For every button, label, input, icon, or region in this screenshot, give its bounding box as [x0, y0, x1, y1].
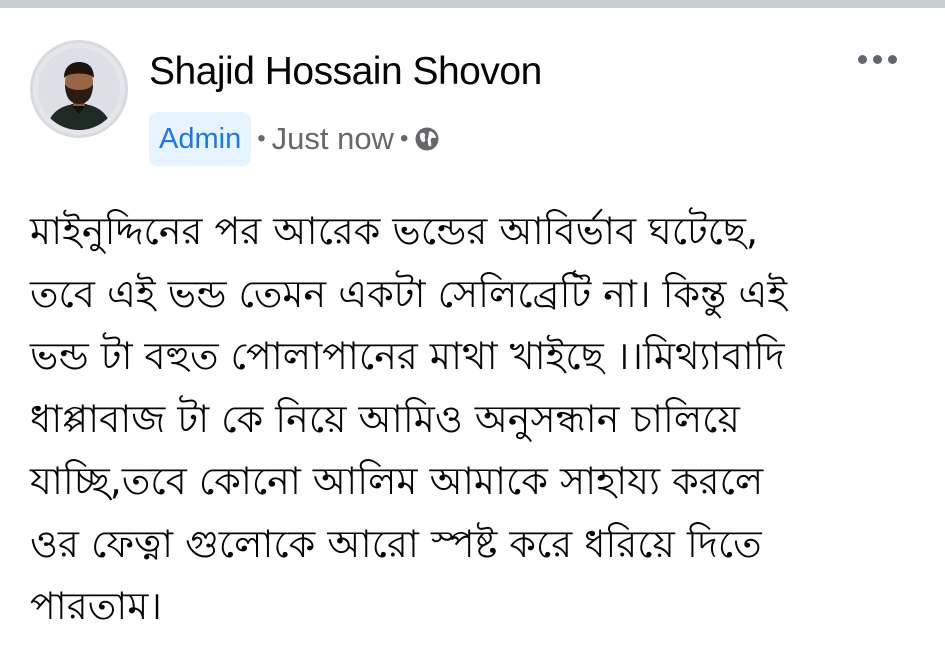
meta-separator: • [257, 125, 266, 152]
post-line: যাচ্ছি,তবে কোনো আলিম আমাকে সাহায্য করলে [30, 459, 764, 503]
top-divider [0, 0, 945, 8]
meta-separator: • [399, 125, 409, 152]
avatar-photo [38, 48, 120, 130]
post-line: ধাপ্পাবাজ টা কে নিয়ে আমিও অনুসন্ধান চালিয়ে [30, 396, 740, 441]
post-meta [149, 111, 440, 167]
more-dot [873, 55, 882, 64]
post-line: ওর ফেত্না গুলোকে আরো স্পষ্ট করে ধরিয়ে দিতে [30, 521, 762, 566]
role-badge[interactable]: Admin [149, 112, 251, 166]
more-dot [858, 55, 867, 64]
globe-icon[interactable] [414, 126, 440, 152]
post-line: ভন্ড টা বহুত পোলাপানের মাথা খাইছে ।।মিথ্যাবাদি [30, 334, 785, 378]
more-dot [888, 55, 897, 64]
post-line: তবে এই ভন্ড তেমন একটা সেলিব্রেটি না। কিন্তু এই [30, 271, 788, 316]
author-avatar[interactable] [30, 40, 128, 138]
post-line: মাইনুদ্দিনের পর আরেক ভন্ডের আবির্ভাব ঘটেছে, [30, 209, 759, 253]
post-body [30, 200, 930, 638]
more-options-icon[interactable] [852, 46, 902, 72]
post-timestamp[interactable]: Just now [271, 121, 394, 156]
post-line: পারতাম। [30, 584, 162, 628]
author-name[interactable]: Shajid Hossain Shovon [149, 50, 542, 93]
